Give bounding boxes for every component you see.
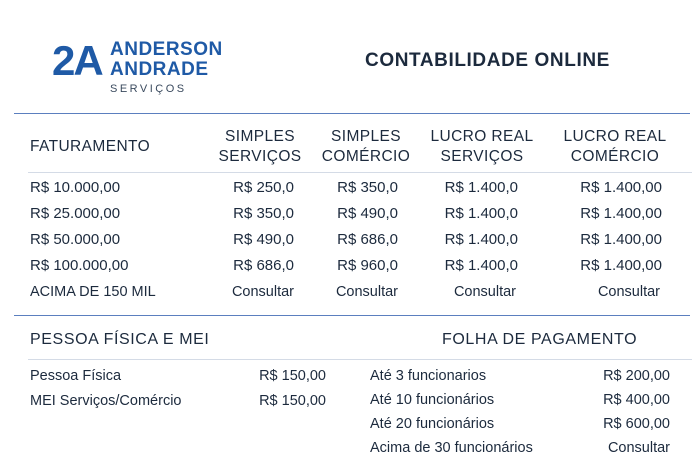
logo-name-line2: ANDRADE [110, 59, 209, 80]
header-line: COMÉRCIO [321, 148, 411, 165]
logo-name-line1: ANDERSON [110, 39, 223, 60]
logo-tagline: SERVIÇOS [110, 83, 187, 95]
row-faturamento: R$ 10.000,00 [30, 179, 121, 196]
header-line: SIMPLES [225, 128, 295, 145]
header-line: SERVIÇOS [218, 148, 302, 165]
list-item-price: R$ 150,00 [259, 368, 326, 384]
header-line: COMÉRCIO [570, 148, 660, 165]
logo-name [110, 40, 223, 80]
list-item-label: Pessoa Física [30, 368, 122, 384]
header-line: SERVIÇOS [440, 148, 524, 165]
cell-lucro-servicos: R$ 1.400,0 [444, 257, 518, 274]
col-header-lucro-servicos [424, 127, 540, 167]
list-item-price: R$ 600,00 [603, 416, 670, 432]
col-header-faturamento: FATURAMENTO [30, 138, 151, 155]
list-item-label: Até 20 funcionários [370, 416, 495, 432]
row-faturamento: R$ 50.000,00 [30, 231, 121, 248]
header-line: LUCRO REAL [430, 128, 534, 145]
cell-simples-servicos: R$ 686,0 [233, 257, 294, 274]
cell-simples-comercio: R$ 686,0 [337, 231, 398, 248]
row-faturamento: ACIMA DE 150 MIL [30, 284, 156, 300]
folha-section-title: FOLHA DE PAGAMENTO [442, 331, 638, 348]
cell-simples-comercio: R$ 350,0 [337, 179, 398, 196]
list-item-label: Até 10 funcionários [370, 392, 495, 408]
cell-lucro-servicos: R$ 1.400,0 [444, 205, 518, 222]
cell-simples-comercio: R$ 490,0 [337, 205, 398, 222]
list-item-price: R$ 400,00 [603, 392, 670, 408]
row-faturamento: R$ 100.000,00 [30, 257, 129, 274]
cell-lucro-servicos: R$ 1.400,0 [444, 179, 518, 196]
list-item-label: Acima de 30 funcionários [370, 440, 533, 456]
pessoa-section-title: PESSOA FÍSICA E MEI [30, 331, 210, 348]
col-header-simples-servicos [208, 127, 312, 167]
section-header-divider [28, 359, 692, 360]
section-divider [14, 315, 690, 316]
header-line: SIMPLES [331, 128, 401, 145]
list-item-label: Até 3 funcionarios [370, 368, 487, 384]
cell-lucro-comercio: R$ 1.400,00 [580, 179, 662, 196]
list-item-price: R$ 150,00 [259, 393, 326, 409]
header-divider [14, 113, 690, 114]
logo-mark: 2A [52, 37, 102, 84]
cell-simples-servicos: R$ 250,0 [233, 179, 294, 196]
col-header-lucro-comercio [557, 127, 673, 167]
cell-lucro-comercio: R$ 1.400,00 [580, 205, 662, 222]
cell-lucro-comercio: R$ 1.400,00 [580, 257, 662, 274]
cell-lucro-comercio: Consultar [597, 284, 660, 300]
page-title: CONTABILIDADE ONLINE [365, 50, 610, 71]
cell-lucro-comercio: R$ 1.400,00 [580, 231, 662, 248]
row-faturamento: R$ 25.000,00 [30, 205, 121, 222]
cell-simples-servicos: Consultar [231, 284, 294, 300]
header-line: LUCRO REAL [563, 128, 667, 145]
list-item-price: Consultar [607, 440, 670, 456]
list-item-label: MEI Serviços/Comércio [30, 393, 182, 409]
list-item-price: R$ 200,00 [603, 368, 670, 384]
cell-simples-comercio: R$ 960,0 [337, 257, 398, 274]
cell-simples-servicos: R$ 350,0 [233, 205, 294, 222]
table-header-divider [28, 172, 692, 173]
col-header-simples-comercio [314, 127, 418, 167]
cell-simples-servicos: R$ 490,0 [233, 231, 294, 248]
cell-lucro-servicos: R$ 1.400,0 [444, 231, 518, 248]
cell-simples-comercio: Consultar [335, 284, 398, 300]
cell-lucro-servicos: Consultar [453, 284, 516, 300]
